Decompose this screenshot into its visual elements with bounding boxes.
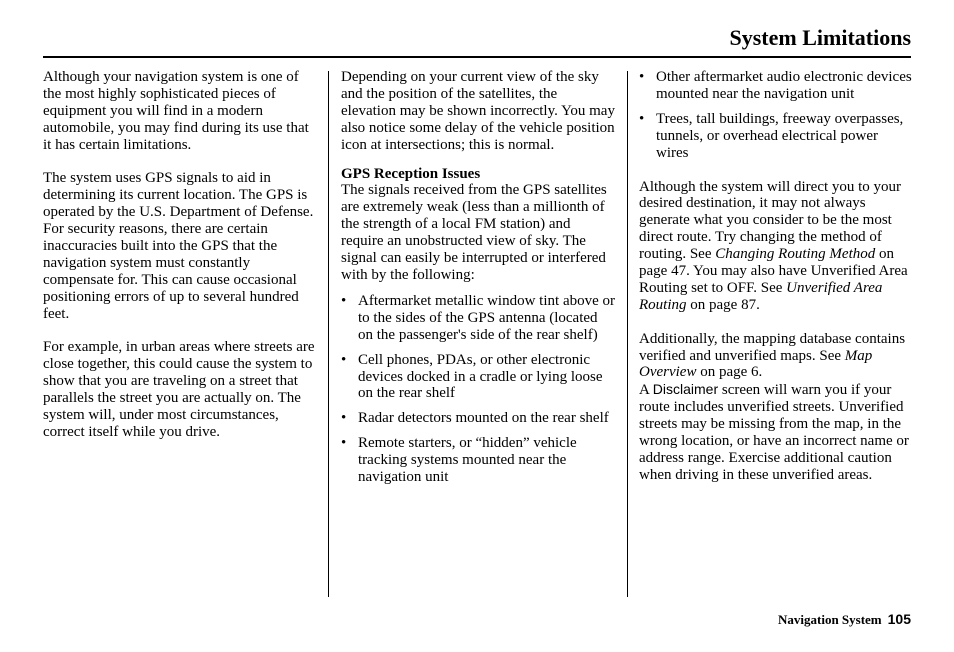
- list-item: • Trees, tall buildings, freeway overpasses, tunnels, or overhead electrical power wires: [639, 110, 904, 161]
- bullet-marker: •: [341, 351, 347, 368]
- interference-list-continued: [639, 69, 913, 162]
- column-divider-left: [328, 71, 329, 597]
- paragraph-database: Additionally, the mapping database contains verified and unverified maps. See Map Overview on page 6. A Disclaimer screen will warn you if your route includes unverified streets. Unverified streets may be missing from the map, in the wrong location, or have an incorrect name or address range. Exercise additional caution when driving in these unverified areas.: [639, 330, 909, 483]
- paragraph-elevation: Depending on your current view of the sky and the position of the satellites, the elevation may be shown incorrectly. You may also notice some delay of the vehicle position icon at intersections; this is normal.: [341, 69, 615, 153]
- page-number: 105: [887, 611, 911, 627]
- bullet-marker: •: [639, 110, 645, 127]
- bullet-marker: •: [341, 292, 347, 309]
- paragraph-urban: For example, in urban areas where streets are close together, this could cause the system to show that you are traveling on a street that parallels the street you are actually on. The system will, under most circumstances, correct itself while you drive.: [43, 339, 315, 440]
- cross-reference: Unverified Area Routing: [639, 279, 883, 313]
- cross-reference: Map Overview: [639, 347, 873, 381]
- interference-list: [341, 293, 615, 486]
- title-rule: [43, 56, 911, 58]
- list-item: • Radar detectors mounted on the rear shelf: [341, 410, 609, 427]
- column-1: [43, 69, 317, 458]
- list-item: • Aftermarket metallic window tint above or to the sides of the GPS antenna (located on the passenger's side of the rear shelf): [341, 292, 615, 343]
- paragraph-intro: Although your navigation system is one of the most highly sophisticated pieces of equipment you will find in a modern automobile, you may find during its use that it has certain limitations.: [43, 69, 309, 153]
- column-divider-right: [627, 71, 628, 597]
- list-item: • Other aftermarket audio electronic devices mounted near the navigation unit: [639, 69, 912, 102]
- page-title: System Limitations: [729, 25, 911, 50]
- bullet-marker: •: [639, 69, 645, 85]
- paragraph-routing: Although the system will direct you to your desired destination, it may not always generate what you consider to be the most direct route. Try changing the method of routing. See Changing Routing Method on page 47. You may also have Unverified Area Routing set to OFF. See Unverified Area Routing on page 87.: [639, 178, 908, 313]
- cross-reference: Changing Routing Method: [715, 246, 876, 263]
- screen-name: Disclaimer: [652, 381, 719, 398]
- bullet-marker: •: [341, 435, 347, 452]
- paragraph-gps: The system uses GPS signals to aid in determining its current location. The GPS is operated by the U.S. Department of Defense. For security reasons, there are certain inaccuracies built into the GPS that the navigation system must constantly compensate for. This can cause occasional positioning errors of up to several hundred feet.: [43, 170, 314, 322]
- list-item: • Remote starters, or “hidden” vehicle tracking systems mounted near the navigation unit: [341, 435, 577, 486]
- column-3: [639, 69, 913, 484]
- list-item: • Cell phones, PDAs, or other electronic devices docked in a cradle or lying loose on the rear shelf: [341, 351, 603, 402]
- bullet-marker: •: [341, 410, 347, 427]
- section-heading-gps-reception: GPS Reception Issues: [341, 165, 481, 182]
- column-2: [341, 69, 615, 494]
- paragraph-signals: The signals received from the GPS satellites are extremely weak (less than a millionth of the strength of a local FM station) and require an unobstructed view of sky. The signal can easily be interrupted or interfered with by the following:: [341, 182, 607, 283]
- footer-label: Navigation System: [778, 612, 882, 627]
- page-footer: [778, 611, 911, 628]
